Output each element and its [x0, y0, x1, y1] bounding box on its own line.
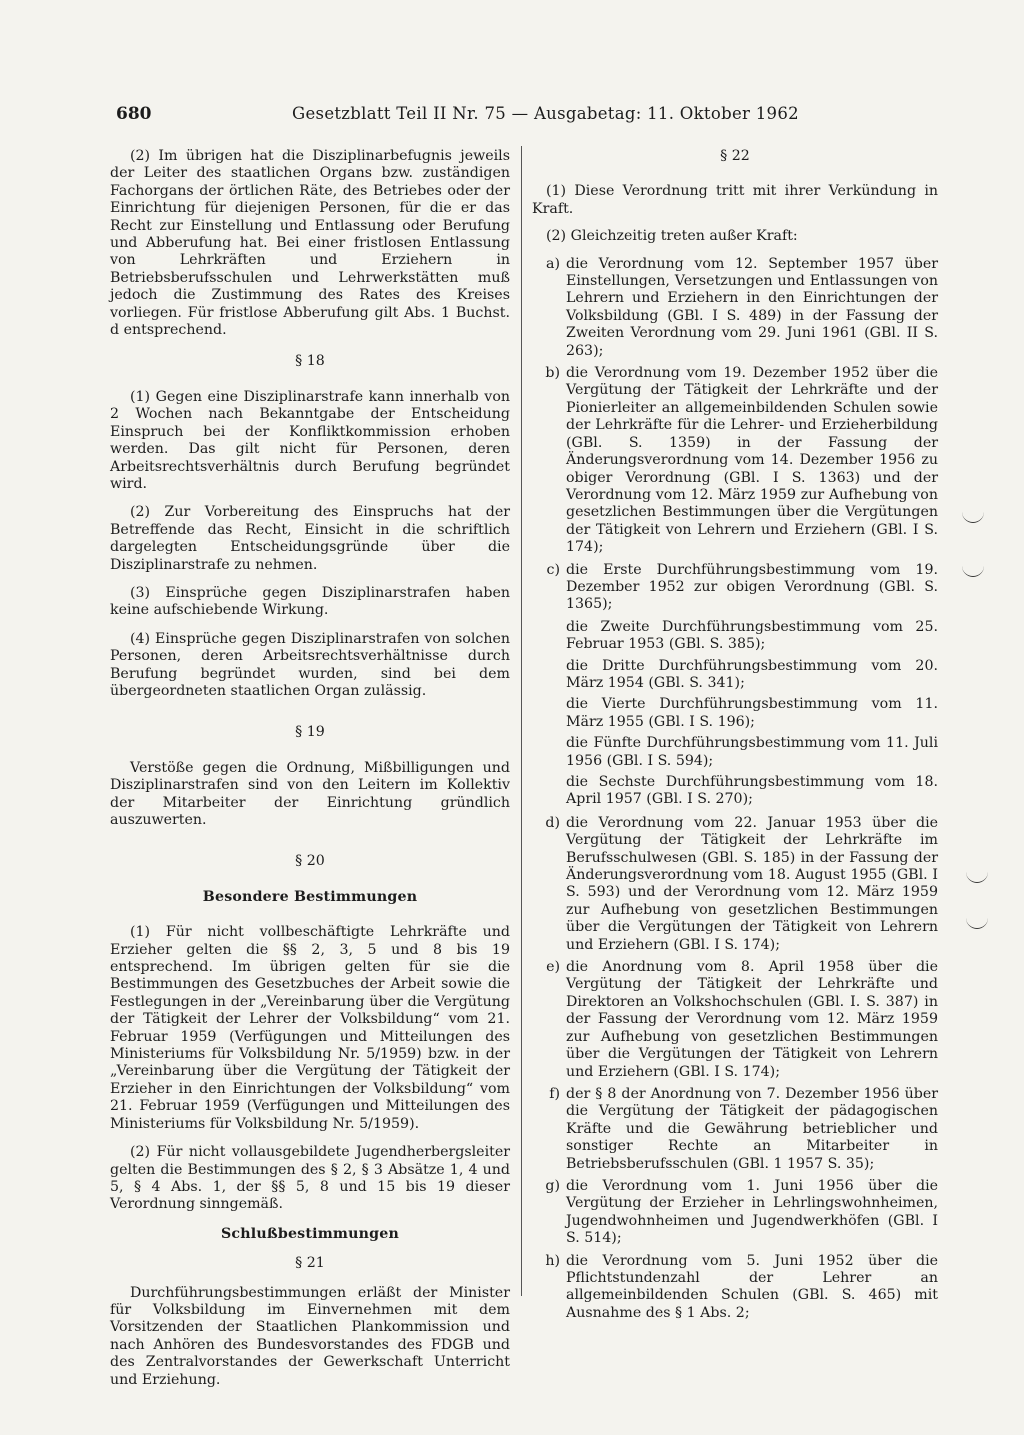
section-number: § 21 — [295, 1255, 325, 1272]
list-label: g) — [545, 1177, 560, 1194]
list-text: die Verordnung vom 12. September 1957 über Einstellungen, Versetzungen und Entlassungen von Lehrern und Erziehern in den Einrichtungen der Volksbildung (GBl. I S. 489) in der Fassung der Zweiten Verordnung vom 29. Juni 1961 (GBl. II S. 263); — [566, 255, 938, 359]
list-item — [532, 1253, 938, 1323]
paragraph: Durchführungsbestimmungen erläßt der Minister für Volksbildung im Einvernehmen mit dem Vorsitzenden der Staatlichen Plankommission und nach Anhören des Bundesvorstandes des FDGB und des Zentralvorstandes der Gewerkschaft Unterricht und Erziehung. — [110, 1284, 510, 1388]
list-item — [532, 1178, 938, 1248]
right-column — [532, 148, 938, 1327]
list-text: die Verordnung vom 1. Juni 1956 über die Vergütung der Erzieher in Lehrlingswohnheimen, Jugendwohnheimen und Jugendwerkhöfen (GBl. I S. 514); — [566, 1177, 938, 1247]
list-item — [532, 365, 938, 556]
list-item — [532, 256, 938, 360]
list-text: der § 8 der Anordnung von 7. Dezember 1956 über die Vergütung der Tätigkeit der pädagogischen Kräfte und die Gewährung betrieblicher und sonstiger Rechte an Mitarbeiter in Betriebsberufsschulen (GBl. 1 1957 S. 35); — [566, 1085, 938, 1172]
section-number: § 20 — [295, 853, 325, 870]
paragraph: (4) Einsprüche gegen Disziplinarstrafen von solchen Personen, deren Arbeitsrechtsverhältnisse durch Berufung begründet wurden, sind bei dem übergeordneten staatlichen Organ zulässig. — [110, 630, 510, 699]
list-label: b) — [545, 365, 560, 382]
column-divider — [521, 146, 522, 1296]
list-item — [532, 1086, 938, 1173]
paragraph: (2) Zur Vorbereitung des Einspruchs hat der Betreffende das Recht, Einsicht in die schriftlich dargelegten Entscheidungsgründe über die Disziplinarstrafe zu nehmen. — [110, 504, 510, 573]
sub-item: die Sechste Durchführungsbestimmung vom 18. April 1957 (GBl. I S. 270); — [566, 774, 938, 808]
section-number: § 22 — [720, 148, 750, 164]
list-label: h) — [545, 1252, 560, 1269]
header-title: Gesetzblatt Teil II Nr. 75 — Ausgabetag: 11. Oktober 1962 — [292, 104, 799, 123]
list-label: f) — [549, 1085, 560, 1102]
list-item — [532, 815, 938, 954]
list-item — [532, 562, 938, 614]
list-item — [532, 959, 938, 1081]
list-text: die Anordnung vom 8. April 1958 über die Vergütung der Tätigkeit der Lehrkräfte und Direktoren an Volkshochschulen (GBl. I. S. 387) in der Fassung der Verordnung vom 12. März 1959 zur Aufhebung von gesetzlichen Bestimmungen über die Vergütungen der Tätigkeit von Lehrern und Erziehern (GBl. I S. 174); — [566, 959, 938, 1080]
list-label: c) — [546, 561, 560, 578]
left-column — [110, 148, 510, 1400]
margin-mark — [962, 566, 984, 577]
list-text: die Verordnung vom 22. Januar 1953 über die Vergütung der Tätigkeit der Lehrkräfte im Berufsschulwesen (GBl. S. 185) in der Fassung der Änderungsverordnung vom 18. August 1955 (GBl. I S. 593) und der Verordnung vom 12. März 1959 zur Aufhebung von gesetzlichen Bestimmungen über die Vergütungen der Tätigkeit von Lehrern und Erziehern (GBl. I S. 174); — [566, 814, 938, 953]
margin-mark — [966, 872, 988, 883]
paragraph: (1) Für nicht vollbeschäftigte Lehrkräfte und Erzieher gelten die §§ 2, 3, 5 und 8 bis 19 entsprechend. Im übrigen gelten für sie die Bestimmungen des Gesetzbuches der Arbeit sowie die Festlegungen in der „Vereinbarung über die Vergütung der Tätigkeit der Lehrer der Volksbildung“ vom 21. Februar 1959 (Verfügungen und Mitteilungen des Ministeriums für Volksbildung Nr. 5/1959) bzw. in der „Vereinbarung über die Vergütung der Tätigkeit der Erzieher in den Einrichtungen der Volksbildung“ vom 21. Februar 1959 (Verfügungen und Mitteilungen des Ministeriums für Volksbildung Nr. 5/1959). — [110, 924, 510, 1132]
margin-mark — [962, 512, 984, 523]
section-heading: Besondere Bestimmungen — [202, 888, 418, 905]
sub-item: die Fünfte Durchführungsbestimmung vom 11. Juli 1956 (GBl. I S. 594); — [566, 735, 938, 769]
sub-item: die Dritte Durchführungsbestimmung vom 20. März 1954 (GBl. S. 341); — [566, 657, 938, 691]
paragraph: (2) Im übrigen hat die Disziplinarbefugnis jeweils der Leiter des staatlichen Organs bzw. zuständigen Fachorgans der örtlichen Räte, des Betriebes oder der Einrichtung für diejenigen Personen, für die er das Recht zur Einstellung und Entlassung oder Berufung und Abberufung hat. Bei einer fristlosen Entlassung von Lehrkräften und Erziehern in Betriebsberufsschulen und Lehrwerkstätten muß jedoch die Zustimmung des Rates des Kreises vorliegen. Für fristlose Abberufung gilt Abs. 1 Buchst. d entsprechend. — [110, 148, 510, 339]
margin-mark — [966, 918, 988, 929]
page-header — [116, 104, 936, 130]
paragraph: (1) Diese Verordnung tritt mit ihrer Verkündung in Kraft. — [532, 183, 938, 217]
list-text: die Verordnung vom 5. Juni 1952 über die Pflichtstundenzahl der Lehrer an allgemeinbildenden Schulen (GBl. S. 465) mit Ausnahme des § 1 Abs. 2; — [566, 1252, 938, 1321]
list-text: die Erste Durchführungsbestimmung vom 19. Dezember 1952 zur obigen Verordnung (GBl. S. 1365); — [566, 561, 938, 613]
paragraph: Verstöße gegen die Ordnung, Mißbilligungen und Disziplinarstrafen sind von den Leitern im Kollektiv der Mitarbeiter der Einrichtung gründlich auszuwerten. — [110, 759, 510, 828]
list-label: e) — [546, 959, 560, 976]
sub-item: die Vierte Durchführungsbestimmung vom 11. März 1955 (GBl. I S. 196); — [566, 696, 938, 730]
section-number: § 18 — [295, 353, 325, 370]
list-label: a) — [546, 255, 560, 272]
list-text: die Verordnung vom 19. Dezember 1952 über die Vergütung der Tätigkeit der Lehrkräfte und der Pionierleiter an allgemeinbildenden Schulen sowie der Lehrkräfte für die Lehrer- und Erzieherbildung (GBl. S. 1359) in der Fassung der Änderungsverordnung vom 14. Dezember 1956 zu obiger Verordnung (GBl. I S. 1363) und der Verordnung vom 12. März 1959 zur Aufhebung von gesetzlichen Bestimmungen über die Vergütungen der Tätigkeit von Lehrern und Erziehern (GBl. I S. 174); — [566, 365, 938, 556]
paragraph: (3) Einsprüche gegen Disziplinarstrafen haben keine aufschiebende Wirkung. — [110, 584, 510, 619]
paragraph: (2) Für nicht vollausgebildete Jugendherbergsleiter gelten die Bestimmungen des § 2, § 3 Absätze 1, 4 und 5, § 4 Abs. 1, der §§ 5, 8 und 15 bis 19 dieser Verordnung sinngemäß. — [110, 1144, 510, 1213]
sub-item: die Zweite Durchführungsbestimmung vom 25. Februar 1953 (GBl. S. 385); — [566, 618, 938, 653]
section-number: § 19 — [295, 724, 325, 741]
paragraph: (2) Gleichzeitig treten außer Kraft: — [546, 228, 798, 245]
page-number: 680 — [116, 104, 152, 124]
section-heading: Schlußbestimmungen — [220, 1225, 400, 1242]
paragraph: (1) Gegen eine Disziplinarstrafe kann innerhalb von 2 Wochen nach Bekanntgabe der Entscheidung Einspruch bei der Konfliktkommission erhoben werden. Das gilt nicht für Personen, deren Arbeitsrechtsverhältnis durch Berufung begründet wird. — [110, 388, 510, 492]
list-label: d) — [545, 814, 560, 831]
